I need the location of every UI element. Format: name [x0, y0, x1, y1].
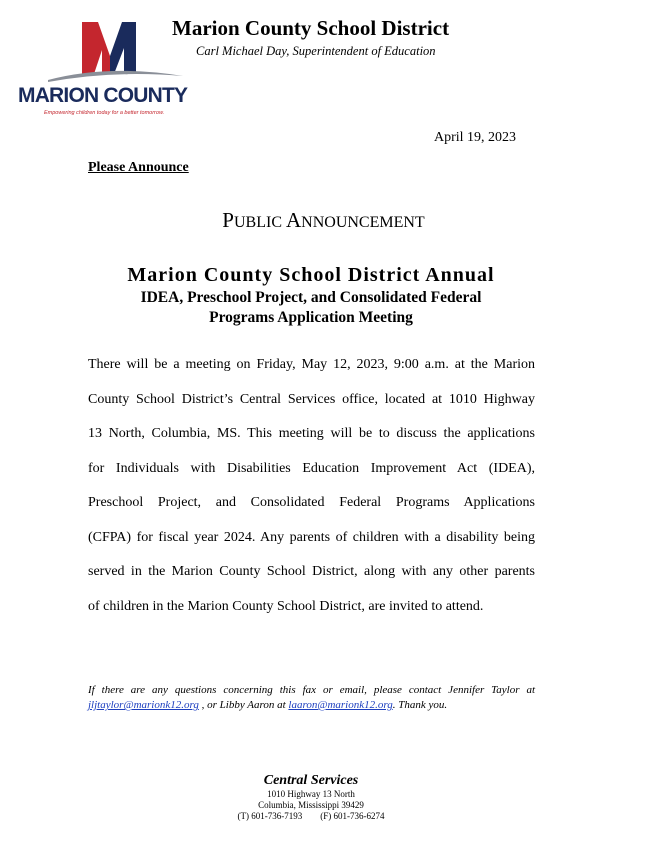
footer-phone: (T) 601-736-7193 [237, 811, 303, 821]
district-name: Marion County School District [172, 16, 450, 40]
email-link-laaron[interactable]: laaron@marionk12.org [288, 699, 393, 711]
body-line: County School District’s Central Services office, located at 1010 Highway [88, 391, 535, 407]
contact-note [88, 683, 535, 713]
superintendent-line: Carl Michael Day, Superintendent of Education [196, 44, 436, 58]
body-line: Preschool Project, and Consolidated Federal Programs Applications [88, 495, 535, 510]
contact-mid-text: , or Libby Aaron at [198, 699, 289, 711]
body-line: for Individuals with Disabilities Education Improvement Act (IDEA), [88, 460, 535, 476]
marion-county-m-logo-icon [18, 16, 198, 86]
announcement-title-line1: Marion County School District Annual [127, 264, 495, 286]
body-line: 13 North, Columbia, MS. This meeting will be to discuss the applications [88, 426, 535, 441]
footer-address2: Columbia, Mississippi 39429 [258, 800, 364, 810]
district-logo [18, 16, 198, 122]
footer-address1: 1010 Highway 13 North [267, 789, 355, 799]
contact-end-text: . Thank you. [392, 699, 448, 711]
letter-date: April 19, 2023 [434, 130, 517, 145]
logo-tagline: Empowering children today for a better tomorrow. [44, 110, 165, 116]
contact-line1: If there are any questions concerning this fax or email, please contact Jennifer Taylor at [88, 684, 535, 696]
body-line: served in the Marion County School District, along with any other parents [88, 564, 535, 579]
public-announcement-heading: PUBLIC ANNOUNCEMENT [222, 208, 425, 232]
announcement-body [88, 348, 535, 624]
please-announce-label: Please Announce [88, 160, 189, 175]
body-line: (CFPA) for fiscal year 2024. Any parents of children with a disability being [88, 529, 535, 545]
announcement-title-line2: IDEA, Preschool Project, and Consolidated Federal [140, 289, 482, 306]
logo-wordmark: MARION COUNTY [18, 84, 188, 107]
announcement-title-line3: Programs Application Meeting [209, 309, 413, 326]
body-line: of children in the Marion County School District, are invited to attend. [88, 598, 484, 614]
footer-fax: (F) 601-736-6274 [320, 811, 385, 821]
footer-title: Central Services [263, 773, 359, 788]
body-line: There will be a meeting on Friday, May 12, 2023, 9:00 a.m. at the Marion [88, 357, 535, 372]
email-link-jljtaylor[interactable]: jljtaylor@marionk12.org [88, 699, 199, 711]
footer-address-block [0, 773, 622, 822]
footer-phone-fax [0, 811, 622, 822]
